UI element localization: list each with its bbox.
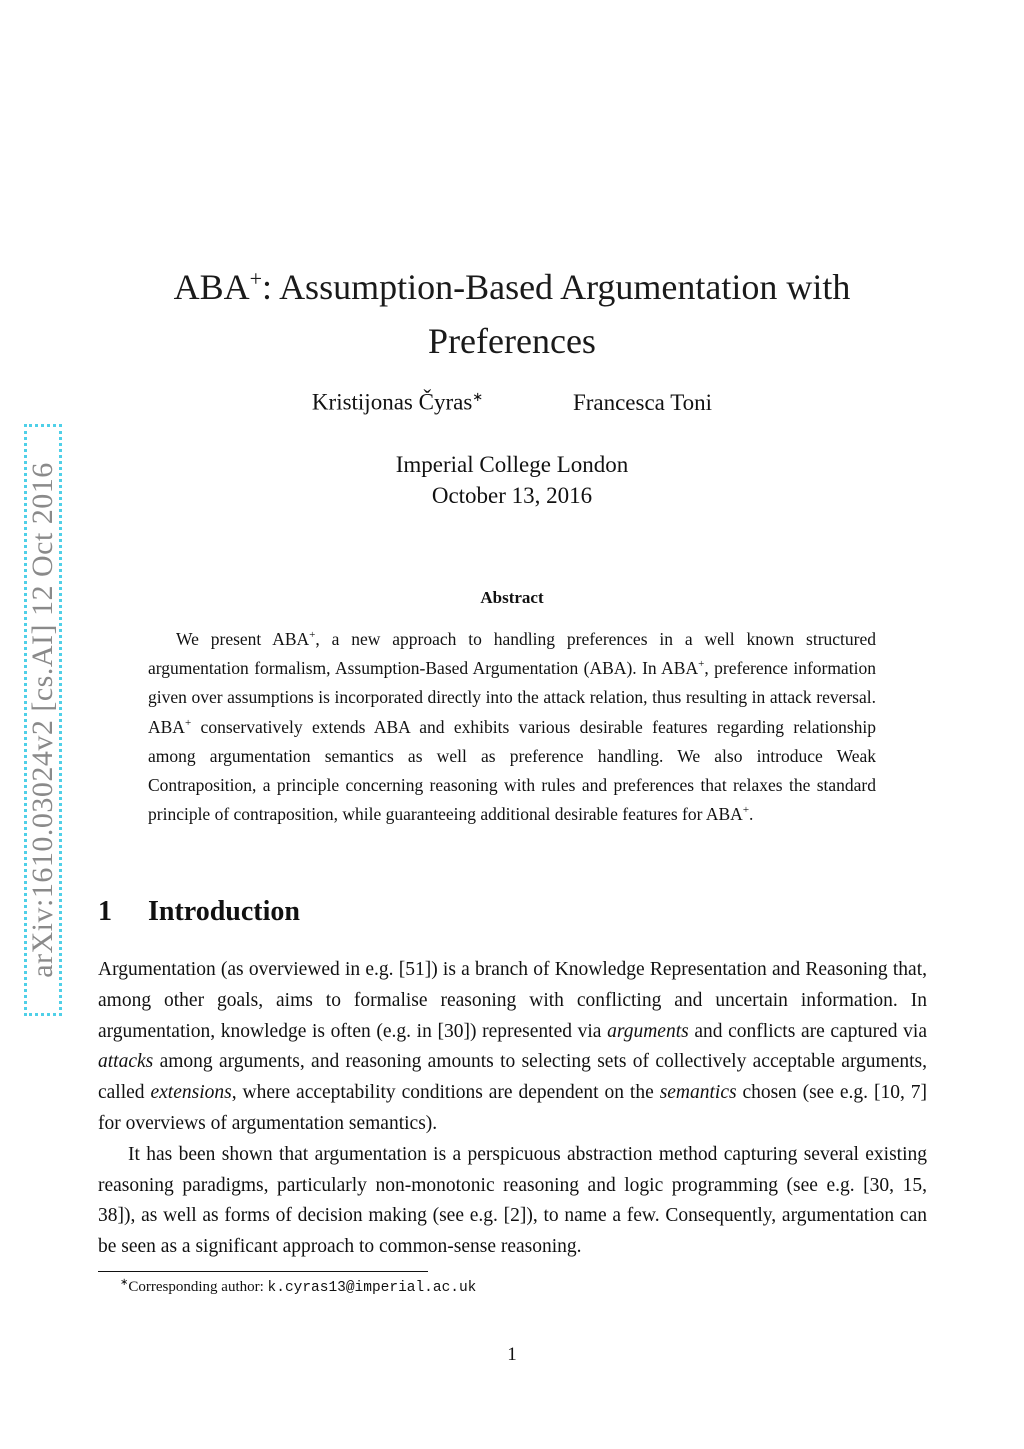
author-1: Kristijonas Čyras∗ xyxy=(311,389,484,415)
author-email: k.cyras13@imperial.ac.uk xyxy=(267,1280,477,1296)
title-line-1: ABA+: Assumption-Based Argumentation with xyxy=(173,266,851,307)
section-heading xyxy=(98,896,300,928)
intro-body xyxy=(98,955,927,1263)
page-number: 1 xyxy=(507,1344,517,1365)
intro-paragraph-2: It has been shown that argumentation is a perspicuous abstraction method capturing several existing reasoning paradigms, particularly non-monotonic reasoning and logic programming (see e.g. [30, 15, 38]), as well as forms of decision making (see e.g. [2]), to name a few. Consequently, argumentation can be seen as a significant approach to common-sense reasoning. xyxy=(98,1143,927,1258)
footnote-rule xyxy=(98,1271,428,1272)
author-list xyxy=(100,389,924,416)
arxiv-id: arXiv:1610.03024v2 [cs.AI] 12 Oct 2016 xyxy=(26,462,59,978)
title-line-2: Preferences xyxy=(428,321,596,361)
paper-title xyxy=(100,252,924,368)
author-2: Francesca Toni xyxy=(572,389,713,415)
section-title: Introduction xyxy=(148,896,300,927)
intro-paragraph-1: Argumentation (as overviewed in e.g. [51]) is a branch of Knowledge Representation and Reasoning that, among other goals, aims to formalise reasoning with conflicting and uncertain information. In argumentation, knowledge is often (e.g. in [30]) represented via arguments and conflicts are captured via attacks among arguments, and reasoning amounts to selecting sets of collectively acceptable arguments, called extensions, where acceptability conditions are dependent on the semantics chosen (see e.g. [10, 7] for overviews of argumentation semantics). xyxy=(98,959,927,1134)
affiliation: Imperial College London xyxy=(395,452,629,477)
date: October 13, 2016 xyxy=(431,483,593,508)
abstract-text: We present ABA+, a new approach to handling preferences in a well known structured argumentation formalism, Assumption-Based Argumentation (ABA). In ABA+, preference information given over assumptions is incorporated directly into the attack relation, thus resulting in attack reversal. ABA+ conservatively extends ABA and exhibits various desirable features regarding relationship among argumentation semantics as well as preference handling. We also introduce Weak Contraposition, a principle concerning reasoning with rules and preferences that relaxes the standard principle of contraposition, while guaranteeing additional desirable features for ABA+. xyxy=(148,629,876,825)
affiliation-block xyxy=(100,449,924,511)
abstract-heading: Abstract xyxy=(480,588,544,607)
footnote: ∗Corresponding author: k.cyras13@imperial.ac.uk xyxy=(120,1277,477,1296)
section-number: 1 xyxy=(98,896,112,927)
arxiv-stamp xyxy=(24,424,62,1016)
